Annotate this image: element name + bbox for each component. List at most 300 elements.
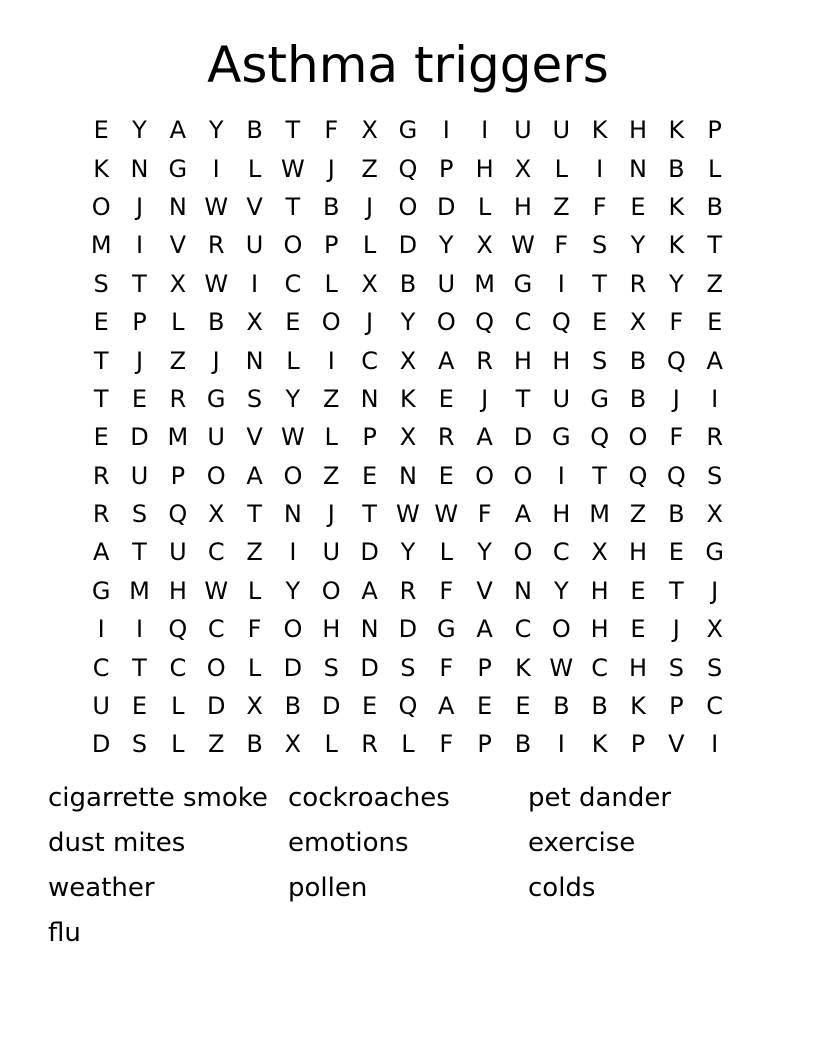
grid-cell[interactable]: A: [438, 346, 455, 375]
grid-cell[interactable]: Y: [477, 538, 492, 567]
grid-row: [82, 149, 734, 187]
grid-cell[interactable]: S: [93, 269, 109, 298]
grid-cell[interactable]: G: [590, 384, 609, 413]
grid-cell[interactable]: Z: [706, 269, 723, 298]
grid-cell[interactable]: L: [171, 308, 185, 337]
grid-cell[interactable]: Z: [323, 384, 340, 413]
grid-cell[interactable]: U: [437, 269, 456, 298]
grid-cell[interactable]: E: [361, 461, 378, 490]
grid-cell[interactable]: M: [129, 576, 150, 605]
grid-cell[interactable]: O: [513, 461, 533, 490]
word-list-item: cockroaches: [288, 783, 450, 813]
grid-cell[interactable]: H: [552, 346, 571, 375]
grid-cell[interactable]: V: [668, 730, 685, 759]
grid-cell[interactable]: B: [629, 384, 647, 413]
grid-cell[interactable]: D: [283, 653, 303, 682]
word-list-item: pet dander: [528, 783, 672, 813]
grid-cell[interactable]: J: [212, 346, 220, 375]
grid-cell[interactable]: Y: [208, 116, 224, 145]
grid-cell[interactable]: H: [322, 615, 341, 644]
grid-cell[interactable]: L: [247, 653, 262, 682]
grid-cell[interactable]: L: [362, 231, 377, 260]
grid-cell[interactable]: F: [439, 576, 454, 605]
grid-cell[interactable]: X: [284, 730, 302, 759]
grid-cell[interactable]: X: [514, 154, 532, 183]
grid-cell[interactable]: Q: [628, 461, 648, 490]
grid-cell[interactable]: K: [591, 116, 608, 145]
grid-cell[interactable]: L: [324, 423, 338, 452]
grid-cell[interactable]: L: [247, 576, 262, 605]
grid-cell[interactable]: N: [130, 154, 149, 183]
grid-cell[interactable]: B: [246, 730, 263, 759]
grid-cell[interactable]: O: [283, 461, 303, 490]
grid-cell[interactable]: S: [668, 653, 684, 682]
grid-cell[interactable]: C: [207, 538, 225, 567]
grid-cell[interactable]: E: [592, 308, 608, 337]
grid-cell[interactable]: J: [135, 346, 144, 375]
grid-cell[interactable]: A: [438, 692, 455, 721]
grid-cell[interactable]: P: [477, 730, 492, 759]
letter-grid: [82, 111, 734, 764]
grid-cell[interactable]: B: [668, 500, 685, 529]
grid-cell[interactable]: I: [557, 461, 565, 490]
grid-cell[interactable]: I: [711, 730, 719, 759]
grid-cell[interactable]: I: [251, 269, 259, 298]
grid-cell[interactable]: J: [481, 384, 489, 413]
grid-cell[interactable]: B: [284, 692, 302, 721]
grid-cell[interactable]: D: [91, 730, 111, 759]
grid-cell[interactable]: S: [707, 653, 723, 682]
grid-cell[interactable]: R: [476, 346, 493, 375]
grid-cell[interactable]: E: [630, 192, 646, 221]
grid-cell[interactable]: F: [669, 308, 684, 337]
grid-cell[interactable]: L: [324, 269, 338, 298]
grid-cell[interactable]: O: [91, 192, 111, 221]
grid-cell[interactable]: K: [591, 730, 608, 759]
grid-cell[interactable]: Y: [438, 231, 454, 260]
grid-cell[interactable]: E: [285, 308, 301, 337]
grid-cell[interactable]: O: [513, 538, 533, 567]
grid-cell[interactable]: K: [400, 384, 416, 413]
grid-cell[interactable]: N: [398, 461, 417, 490]
grid-cell[interactable]: P: [362, 423, 377, 452]
grid-cell[interactable]: I: [596, 154, 604, 183]
grid-cell[interactable]: I: [557, 269, 565, 298]
grid-cell[interactable]: R: [361, 730, 378, 759]
grid-cell[interactable]: B: [553, 692, 570, 721]
grid-cell[interactable]: J: [711, 576, 719, 605]
grid-cell[interactable]: Y: [285, 576, 301, 605]
grid-cell[interactable]: W: [281, 423, 305, 452]
grid-cell[interactable]: K: [668, 231, 685, 260]
grid-cell[interactable]: O: [283, 615, 303, 644]
grid-cell[interactable]: S: [592, 231, 608, 260]
grid-cell[interactable]: N: [245, 346, 264, 375]
grid-cell[interactable]: I: [135, 615, 144, 644]
grid-cell[interactable]: T: [285, 116, 301, 145]
grid-cell[interactable]: X: [476, 231, 493, 260]
grid-cell[interactable]: P: [170, 461, 186, 490]
grid-cell[interactable]: G: [91, 576, 111, 605]
grid-cell[interactable]: F: [592, 192, 607, 221]
grid-cell[interactable]: C: [514, 308, 532, 337]
grid-cell[interactable]: E: [515, 692, 531, 721]
grid-cell[interactable]: O: [321, 308, 341, 337]
grid-cell[interactable]: B: [246, 116, 263, 145]
grid-cell[interactable]: E: [361, 692, 378, 721]
grid-cell[interactable]: L: [324, 730, 338, 759]
grid-cell[interactable]: E: [477, 692, 493, 721]
grid-cell[interactable]: Q: [398, 692, 418, 721]
grid-cell[interactable]: D: [437, 192, 456, 221]
grid-cell[interactable]: V: [169, 231, 187, 260]
grid-cell[interactable]: S: [323, 653, 339, 682]
grid-cell[interactable]: W: [204, 269, 229, 298]
grid-row: [82, 188, 734, 226]
grid-cell[interactable]: S: [707, 461, 723, 490]
grid-cell[interactable]: G: [551, 423, 571, 452]
grid-cell[interactable]: X: [246, 308, 263, 337]
grid-cell[interactable]: E: [131, 384, 148, 413]
grid-cell[interactable]: Y: [630, 231, 646, 260]
grid-cell[interactable]: X: [399, 346, 417, 375]
grid-cell[interactable]: D: [360, 538, 379, 567]
grid-cell[interactable]: R: [629, 269, 647, 298]
grid-cell[interactable]: Q: [168, 615, 188, 644]
grid-cell[interactable]: G: [206, 384, 226, 413]
grid-cell[interactable]: N: [168, 192, 187, 221]
grid-cell[interactable]: E: [438, 461, 454, 490]
grid-cell[interactable]: W: [434, 500, 459, 529]
grid-cell[interactable]: I: [327, 346, 335, 375]
grid-cell[interactable]: M: [589, 500, 610, 529]
grid-cell[interactable]: E: [630, 615, 646, 644]
grid-cell[interactable]: F: [439, 730, 454, 759]
grid-cell[interactable]: L: [554, 154, 568, 183]
grid-cell[interactable]: B: [323, 192, 340, 221]
grid-cell[interactable]: U: [245, 231, 264, 260]
grid-cell[interactable]: J: [327, 500, 335, 529]
grid-cell[interactable]: H: [513, 192, 532, 221]
grid-cell[interactable]: H: [590, 615, 609, 644]
grid-cell[interactable]: I: [97, 615, 105, 644]
grid-cell[interactable]: U: [169, 538, 187, 567]
grid-cell[interactable]: W: [281, 154, 305, 183]
grid-cell[interactable]: R: [207, 231, 225, 260]
grid-cell[interactable]: A: [246, 461, 263, 490]
grid-cell[interactable]: P: [132, 308, 147, 337]
grid-cell[interactable]: A: [476, 615, 493, 644]
grid-cell[interactable]: N: [513, 576, 532, 605]
grid-cell[interactable]: H: [475, 154, 494, 183]
grid-cell[interactable]: Y: [132, 116, 147, 145]
grid-cell[interactable]: X: [361, 269, 378, 298]
grid-cell[interactable]: T: [93, 346, 109, 375]
grid-cell[interactable]: B: [399, 269, 417, 298]
grid-cell[interactable]: L: [286, 346, 300, 375]
grid-cell[interactable]: T: [668, 576, 684, 605]
grid-cell[interactable]: P: [477, 653, 492, 682]
grid-cell[interactable]: W: [396, 500, 420, 529]
grid-cell[interactable]: B: [514, 730, 532, 759]
grid-cell[interactable]: L: [439, 538, 453, 567]
grid-cell[interactable]: A: [361, 576, 378, 605]
grid-cell[interactable]: Y: [285, 384, 301, 413]
grid-cell[interactable]: H: [590, 576, 609, 605]
grid-cell[interactable]: Q: [666, 461, 686, 490]
grid-cell[interactable]: E: [438, 384, 454, 413]
grid-cell[interactable]: J: [366, 192, 374, 221]
grid-cell[interactable]: O: [475, 461, 495, 490]
grid-cell[interactable]: X: [629, 308, 647, 337]
grid-cell[interactable]: E: [93, 116, 109, 145]
grid-cell[interactable]: C: [169, 653, 187, 682]
grid-cell[interactable]: T: [515, 384, 531, 413]
grid-cell[interactable]: L: [171, 692, 185, 721]
grid-cell[interactable]: K: [668, 116, 685, 145]
grid-row: [82, 648, 734, 686]
grid-cell[interactable]: U: [207, 423, 225, 452]
grid-cell[interactable]: R: [399, 576, 417, 605]
grid-cell[interactable]: X: [706, 500, 723, 529]
grid-cell[interactable]: L: [401, 730, 415, 759]
grid-cell[interactable]: T: [93, 384, 109, 413]
grid-cell[interactable]: A: [514, 500, 532, 529]
grid-cell[interactable]: S: [246, 384, 263, 413]
grid-cell[interactable]: D: [513, 423, 533, 452]
grid-cell[interactable]: D: [398, 231, 418, 260]
grid-cell[interactable]: R: [92, 461, 110, 490]
grid-cell[interactable]: K: [515, 653, 531, 682]
grid-cell[interactable]: F: [554, 231, 569, 260]
grid-cell[interactable]: C: [361, 346, 378, 375]
grid-cell[interactable]: X: [169, 269, 187, 298]
grid-cell[interactable]: V: [246, 192, 263, 221]
grid-cell[interactable]: R: [92, 500, 110, 529]
grid-cell[interactable]: D: [130, 423, 149, 452]
grid-cell[interactable]: O: [628, 423, 648, 452]
grid-cell[interactable]: G: [398, 116, 418, 145]
grid-cell[interactable]: A: [169, 116, 187, 145]
grid-cell[interactable]: I: [711, 384, 719, 413]
grid-cell[interactable]: O: [321, 576, 341, 605]
grid-cell[interactable]: H: [168, 576, 187, 605]
grid-cell[interactable]: S: [131, 500, 148, 529]
grid-cell[interactable]: X: [591, 538, 608, 567]
grid-cell[interactable]: D: [206, 692, 226, 721]
grid-cell[interactable]: B: [668, 154, 685, 183]
grid-cell[interactable]: E: [93, 423, 109, 452]
grid-cell[interactable]: Z: [553, 192, 570, 221]
grid-cell[interactable]: C: [284, 269, 302, 298]
grid-cell[interactable]: T: [247, 500, 262, 529]
grid-cell[interactable]: C: [591, 653, 609, 682]
grid-cell[interactable]: Q: [398, 154, 418, 183]
grid-cell[interactable]: R: [169, 384, 187, 413]
grid-cell[interactable]: T: [362, 500, 377, 529]
grid-cell[interactable]: I: [212, 154, 220, 183]
grid-cell[interactable]: Z: [207, 730, 225, 759]
grid-cell[interactable]: G: [705, 538, 724, 567]
grid-cell[interactable]: W: [204, 576, 229, 605]
grid-cell[interactable]: R: [706, 423, 724, 452]
grid-cell[interactable]: T: [592, 461, 607, 490]
grid-cell[interactable]: A: [476, 423, 493, 452]
grid-cell[interactable]: R: [437, 423, 455, 452]
grid-cell[interactable]: T: [132, 538, 147, 567]
grid-cell[interactable]: J: [672, 384, 680, 413]
grid-cell[interactable]: H: [628, 538, 647, 567]
grid-row: [82, 572, 734, 610]
grid-cell[interactable]: V: [476, 576, 493, 605]
grid-cell[interactable]: K: [93, 154, 110, 183]
grid-cell[interactable]: O: [206, 653, 226, 682]
grid-cell[interactable]: N: [629, 154, 647, 183]
grid-cell[interactable]: Q: [666, 346, 686, 375]
grid-cell[interactable]: E: [707, 308, 723, 337]
grid-cell[interactable]: Z: [361, 154, 378, 183]
grid-cell[interactable]: Z: [246, 538, 263, 567]
grid-cell[interactable]: P: [323, 231, 339, 260]
grid-cell[interactable]: G: [168, 154, 188, 183]
grid-cell[interactable]: D: [360, 653, 379, 682]
grid-cell[interactable]: U: [552, 384, 571, 413]
grid-cell[interactable]: T: [132, 653, 147, 682]
grid-cell[interactable]: I: [442, 116, 450, 145]
grid-cell[interactable]: X: [207, 500, 225, 529]
grid-cell[interactable]: B: [629, 346, 647, 375]
grid-cell[interactable]: B: [207, 308, 225, 337]
grid-cell[interactable]: E: [630, 576, 646, 605]
grid-cell[interactable]: O: [398, 192, 418, 221]
word-list-item: dust mites: [48, 828, 186, 858]
grid-cell[interactable]: I: [481, 116, 489, 145]
grid-cell[interactable]: A: [706, 346, 723, 375]
grid-cell[interactable]: K: [668, 192, 685, 221]
grid-cell[interactable]: C: [706, 692, 724, 721]
grid-cell[interactable]: H: [552, 500, 571, 529]
grid-cell[interactable]: Q: [551, 308, 571, 337]
grid-cell[interactable]: G: [513, 269, 533, 298]
grid-cell[interactable]: J: [327, 154, 335, 183]
grid-cell[interactable]: C: [207, 615, 225, 644]
grid-cell[interactable]: Y: [553, 576, 569, 605]
grid-cell[interactable]: F: [247, 615, 262, 644]
grid-cell[interactable]: U: [322, 538, 341, 567]
grid-cell[interactable]: B: [591, 692, 608, 721]
grid-cell[interactable]: S: [400, 653, 416, 682]
grid-cell[interactable]: L: [247, 154, 262, 183]
grid-cell[interactable]: S: [131, 730, 148, 759]
grid-cell[interactable]: L: [707, 154, 722, 183]
grid-cell[interactable]: F: [439, 653, 454, 682]
grid-cell[interactable]: W: [549, 653, 574, 682]
grid-cell[interactable]: B: [706, 192, 723, 221]
grid-cell[interactable]: U: [92, 692, 110, 721]
grid-cell[interactable]: T: [132, 269, 147, 298]
grid-cell[interactable]: M: [167, 423, 189, 452]
grid-cell[interactable]: I: [289, 538, 297, 567]
grid-cell[interactable]: X: [246, 692, 263, 721]
grid-row: [82, 226, 734, 264]
grid-cell[interactable]: T: [285, 192, 301, 221]
grid-cell[interactable]: Z: [629, 500, 647, 529]
grid-cell[interactable]: C: [514, 615, 532, 644]
grid-cell[interactable]: F: [324, 116, 339, 145]
grid-cell[interactable]: Y: [400, 538, 416, 567]
grid-cell[interactable]: U: [552, 116, 571, 145]
grid-cell[interactable]: W: [511, 231, 535, 260]
grid-cell[interactable]: Q: [168, 500, 188, 529]
grid-cell[interactable]: P: [439, 154, 454, 183]
grid-cell[interactable]: J: [672, 615, 680, 644]
grid-cell[interactable]: Q: [475, 308, 495, 337]
page-title: Asthma triggers: [207, 36, 609, 94]
grid-cell[interactable]: F: [477, 500, 492, 529]
grid-cell[interactable]: U: [514, 116, 532, 145]
grid-cell[interactable]: L: [171, 730, 185, 759]
grid-cell[interactable]: A: [92, 538, 110, 567]
grid-cell[interactable]: Y: [400, 308, 416, 337]
grid-cell[interactable]: H: [628, 116, 647, 145]
grid-cell[interactable]: U: [130, 461, 149, 490]
grid-cell[interactable]: T: [592, 269, 607, 298]
grid-cell[interactable]: M: [474, 269, 495, 298]
grid-cell[interactable]: O: [436, 308, 456, 337]
grid-cell[interactable]: Z: [169, 346, 187, 375]
grid-cell[interactable]: D: [398, 615, 418, 644]
grid-cell[interactable]: I: [557, 730, 565, 759]
grid-cell[interactable]: Y: [668, 269, 684, 298]
grid-cell[interactable]: F: [669, 423, 684, 452]
grid-cell[interactable]: X: [361, 116, 378, 145]
grid-cell[interactable]: C: [92, 653, 110, 682]
grid-cell[interactable]: E: [131, 692, 148, 721]
grid-cell[interactable]: N: [360, 615, 379, 644]
grid-cell[interactable]: K: [630, 692, 646, 721]
grid-cell[interactable]: Q: [590, 423, 610, 452]
grid-cell[interactable]: E: [93, 308, 109, 337]
grid-cell[interactable]: N: [360, 384, 379, 413]
grid-cell[interactable]: P: [707, 116, 722, 145]
grid-cell[interactable]: O: [206, 461, 226, 490]
grid-cell[interactable]: X: [706, 615, 723, 644]
grid-cell[interactable]: Z: [323, 461, 340, 490]
grid-cell[interactable]: X: [399, 423, 417, 452]
grid-cell[interactable]: H: [628, 653, 647, 682]
grid-cell[interactable]: W: [204, 192, 229, 221]
grid-cell[interactable]: T: [707, 231, 722, 260]
grid-cell[interactable]: P: [669, 692, 684, 721]
grid-cell[interactable]: J: [366, 308, 374, 337]
grid-cell[interactable]: H: [513, 346, 532, 375]
grid-cell[interactable]: P: [630, 730, 646, 759]
grid-cell[interactable]: O: [551, 615, 571, 644]
grid-cell[interactable]: N: [283, 500, 302, 529]
grid-cell[interactable]: D: [321, 692, 341, 721]
grid-cell[interactable]: G: [436, 615, 456, 644]
grid-cell[interactable]: V: [246, 423, 263, 452]
grid-cell[interactable]: E: [668, 538, 684, 567]
grid-cell[interactable]: M: [90, 231, 112, 260]
grid-cell[interactable]: I: [135, 231, 144, 260]
grid-cell[interactable]: C: [552, 538, 570, 567]
grid-row: [82, 725, 734, 763]
grid-cell[interactable]: L: [477, 192, 492, 221]
grid-cell[interactable]: J: [135, 192, 144, 221]
grid-cell[interactable]: O: [283, 231, 303, 260]
grid-cell[interactable]: S: [592, 346, 608, 375]
